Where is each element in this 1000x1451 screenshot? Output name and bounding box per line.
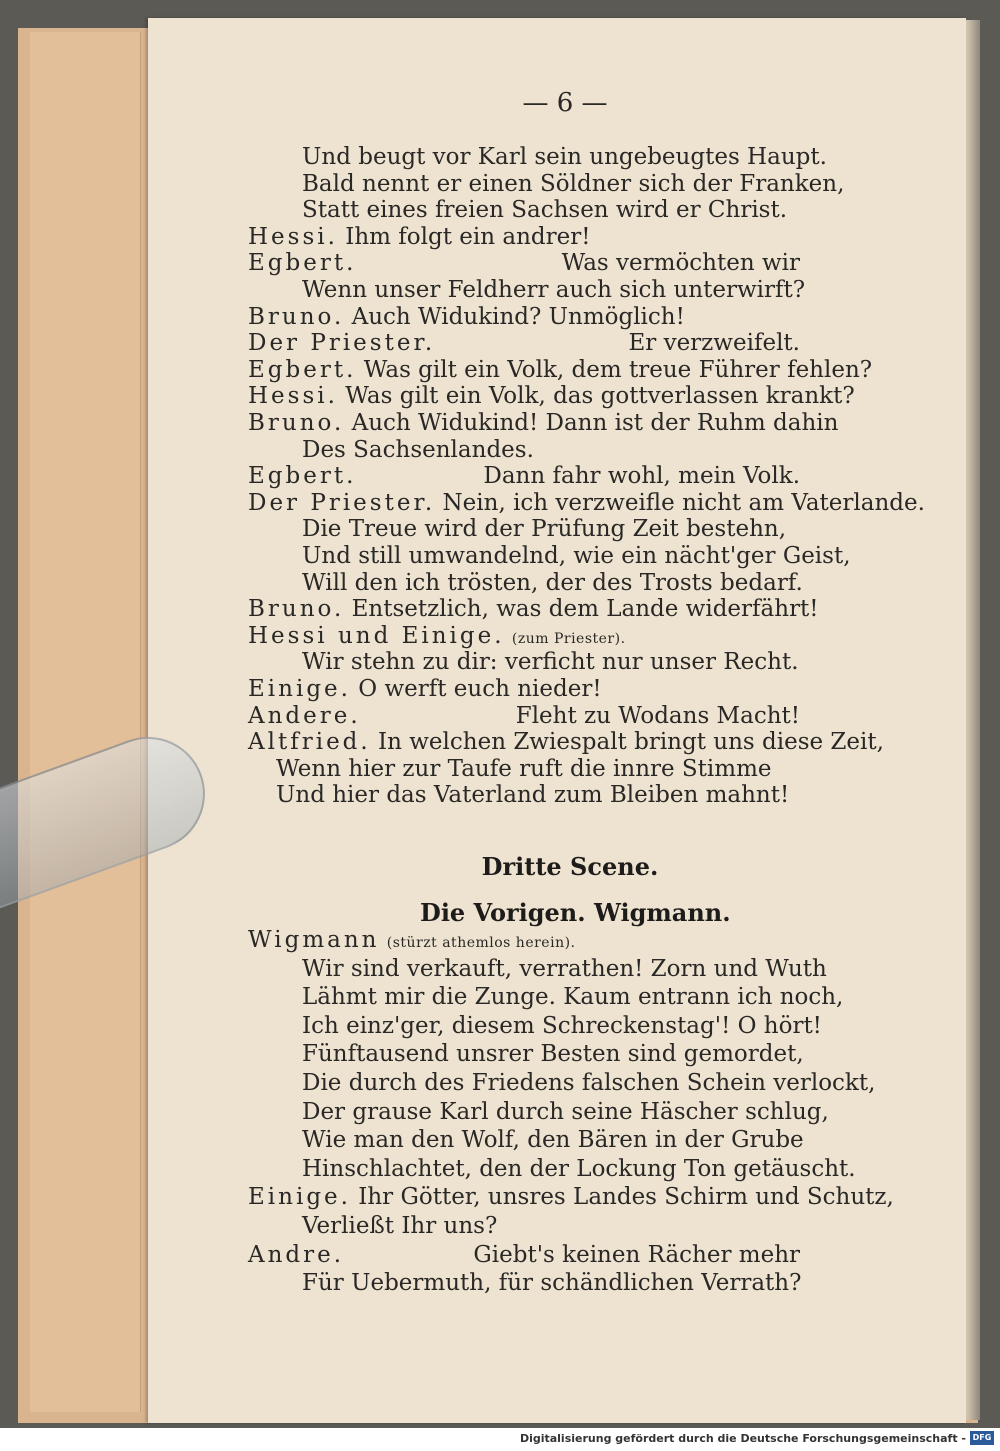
line-text: Der grause Karl durch seine Häscher schlug, xyxy=(302,1098,829,1125)
verse-line xyxy=(302,515,786,543)
speaker-name: Bruno. xyxy=(248,303,345,330)
line-text: Für Uebermuth, für schändlichen Verrath? xyxy=(302,1270,802,1297)
line-text: Bald nennt er einen Söldner sich der Franken, xyxy=(302,170,845,197)
speaker-name: Der Priester. xyxy=(248,330,436,357)
line-text: Ich einz'ger, diesem Schreckenstag'! O hört! xyxy=(302,1012,822,1039)
verse-line xyxy=(248,462,356,490)
cover-flap xyxy=(30,32,141,1412)
verse-line xyxy=(302,648,799,676)
speaker-name: Hessi und Einige. xyxy=(248,622,505,649)
speaker-name: Der Priester. xyxy=(248,489,436,516)
speaker-name: Wigmann xyxy=(248,927,380,953)
line-text-right: Er verzweifelt. xyxy=(628,330,800,357)
line-text-right: Dann fahr wohl, mein Volk. xyxy=(483,463,800,490)
verse-line xyxy=(248,303,685,331)
verse-line xyxy=(302,1126,804,1154)
speaker-name: Egbert. xyxy=(248,356,357,383)
line-text: Nein, ich verzweifle nicht am Vaterlande. xyxy=(442,489,925,516)
line-text: Verließt Ihr uns? xyxy=(302,1213,498,1239)
verse-line xyxy=(248,675,602,703)
line-text: Will den ich trösten, der des Trosts bedarf. xyxy=(302,569,803,596)
verse-line xyxy=(302,1269,801,1297)
verse-line xyxy=(276,755,772,783)
line-text-right: Was vermöchten wir xyxy=(561,250,800,277)
verse-line xyxy=(248,1183,894,1211)
verse-line xyxy=(248,728,884,756)
line-text: Was gilt ein Volk, dem treue Führer fehlen? xyxy=(363,356,873,383)
verse-line xyxy=(302,1012,822,1040)
verse-line xyxy=(276,781,789,809)
page-edge xyxy=(966,20,980,1420)
verse-line xyxy=(302,1212,497,1240)
speaker-name: Bruno. xyxy=(248,596,345,623)
line-text: Wenn unser Feldherr auch sich unterwirft? xyxy=(302,277,806,303)
line-text-right: Fleht zu Wodans Macht! xyxy=(515,702,800,729)
line-text: Wir stehn zu dir: verficht nur unser Recht. xyxy=(302,649,799,676)
speaker-name: Altfried. xyxy=(248,729,371,756)
verse-line xyxy=(248,595,819,623)
verse-line xyxy=(248,329,435,357)
line-text: O werft euch nieder! xyxy=(358,676,602,702)
verse-line xyxy=(302,983,843,1011)
speaker-name: Einige. xyxy=(248,676,351,702)
speaker-name: Hessi. xyxy=(248,223,338,250)
speaker-name: Hessi. xyxy=(248,383,338,410)
line-text: Hinschlachtet, den der Lockung Ton getäuscht. xyxy=(302,1155,856,1182)
verse-line xyxy=(248,1241,344,1269)
speaker-name: Egbert. xyxy=(248,463,357,490)
verse-line xyxy=(302,542,851,570)
verse-line xyxy=(302,1069,875,1097)
scene-title: Dritte Scene. xyxy=(481,852,659,881)
line-text: Ihm folgt ein andrer! xyxy=(345,223,591,250)
verse-line xyxy=(248,489,925,517)
verse-line xyxy=(302,955,827,983)
speaker-name: Andere. xyxy=(248,702,361,729)
footer-credit: Digitalisierung gefördert durch die Deutsche Forschungsgemeinschaft - xyxy=(519,1432,966,1445)
verse-line xyxy=(248,356,872,384)
line-text: Und still umwandelnd, wie ein nächt'ger Geist, xyxy=(302,543,851,569)
line-text: Die Treue wird der Prüfung Zeit bestehn, xyxy=(302,516,786,543)
verse-line xyxy=(302,1098,829,1126)
speaker-name: Andre. xyxy=(248,1241,345,1268)
page-number: — 6 — xyxy=(522,88,608,118)
verse-line xyxy=(302,1040,804,1068)
line-text: Lähmt mir die Zunge. Kaum entrann ich noch, xyxy=(302,984,844,1011)
line-text: In welchen Zwiespalt bringt uns diese Zeit, xyxy=(378,729,884,756)
line-text: Auch Widukind? Unmöglich! xyxy=(351,303,685,330)
line-text: Und beugt vor Karl sein ungebeugtes Haupt. xyxy=(302,144,827,170)
stage-direction: (zum Priester). xyxy=(511,630,626,647)
verse-line xyxy=(302,276,805,304)
line-text: Fünftausend unsrer Besten sind gemordet, xyxy=(302,1041,804,1068)
line-text: Die durch des Friedens falschen Schein verlockt, xyxy=(302,1070,876,1096)
line-text: Entsetzlich, was dem Lande widerfährt! xyxy=(351,596,819,623)
verse-line xyxy=(248,223,590,251)
line-text: Wie man den Wolf, den Bären in der Grube xyxy=(302,1127,804,1154)
verse-line xyxy=(302,436,534,464)
verse-line xyxy=(302,569,803,597)
line-text: Was gilt ein Volk, das gottverlassen krankt? xyxy=(345,383,855,410)
line-text: Statt eines freien Sachsen wird er Christ. xyxy=(302,197,788,224)
dfg-logo-icon: DFG xyxy=(970,1431,994,1445)
stage-direction: (stürzt athemlos herein). xyxy=(386,935,576,951)
line-text: Wenn hier zur Taufe ruft die innre Stimme xyxy=(276,755,772,782)
scene-cast: Die Vorigen. Wigmann. xyxy=(420,898,731,927)
speaker-name: Bruno. xyxy=(248,410,345,436)
verse-line xyxy=(248,382,855,410)
line-text: Des Sachsenlandes. xyxy=(302,436,534,463)
line-text: Und hier das Vaterland zum Bleiben mahnt! xyxy=(276,782,790,809)
verse-line xyxy=(248,702,361,730)
verse-line xyxy=(248,926,576,957)
speaker-name: Egbert. xyxy=(248,250,357,277)
line-text: Ihr Götter, unsres Landes Schirm und Schutz, xyxy=(358,1184,894,1211)
verse-line xyxy=(302,196,787,224)
verse-line xyxy=(248,409,838,437)
line-text: Wir sind verkauft, verrathen! Zorn und Wuth xyxy=(302,955,827,982)
line-text-right: Giebt's keinen Rächer mehr xyxy=(473,1241,800,1268)
verse-line xyxy=(302,170,844,198)
verse-line xyxy=(302,143,827,171)
verse-line xyxy=(248,249,356,277)
line-text: Auch Widukind! Dann ist der Ruhm dahin xyxy=(351,410,839,436)
verse-line xyxy=(302,1155,856,1183)
speaker-name: Einige. xyxy=(248,1184,351,1211)
